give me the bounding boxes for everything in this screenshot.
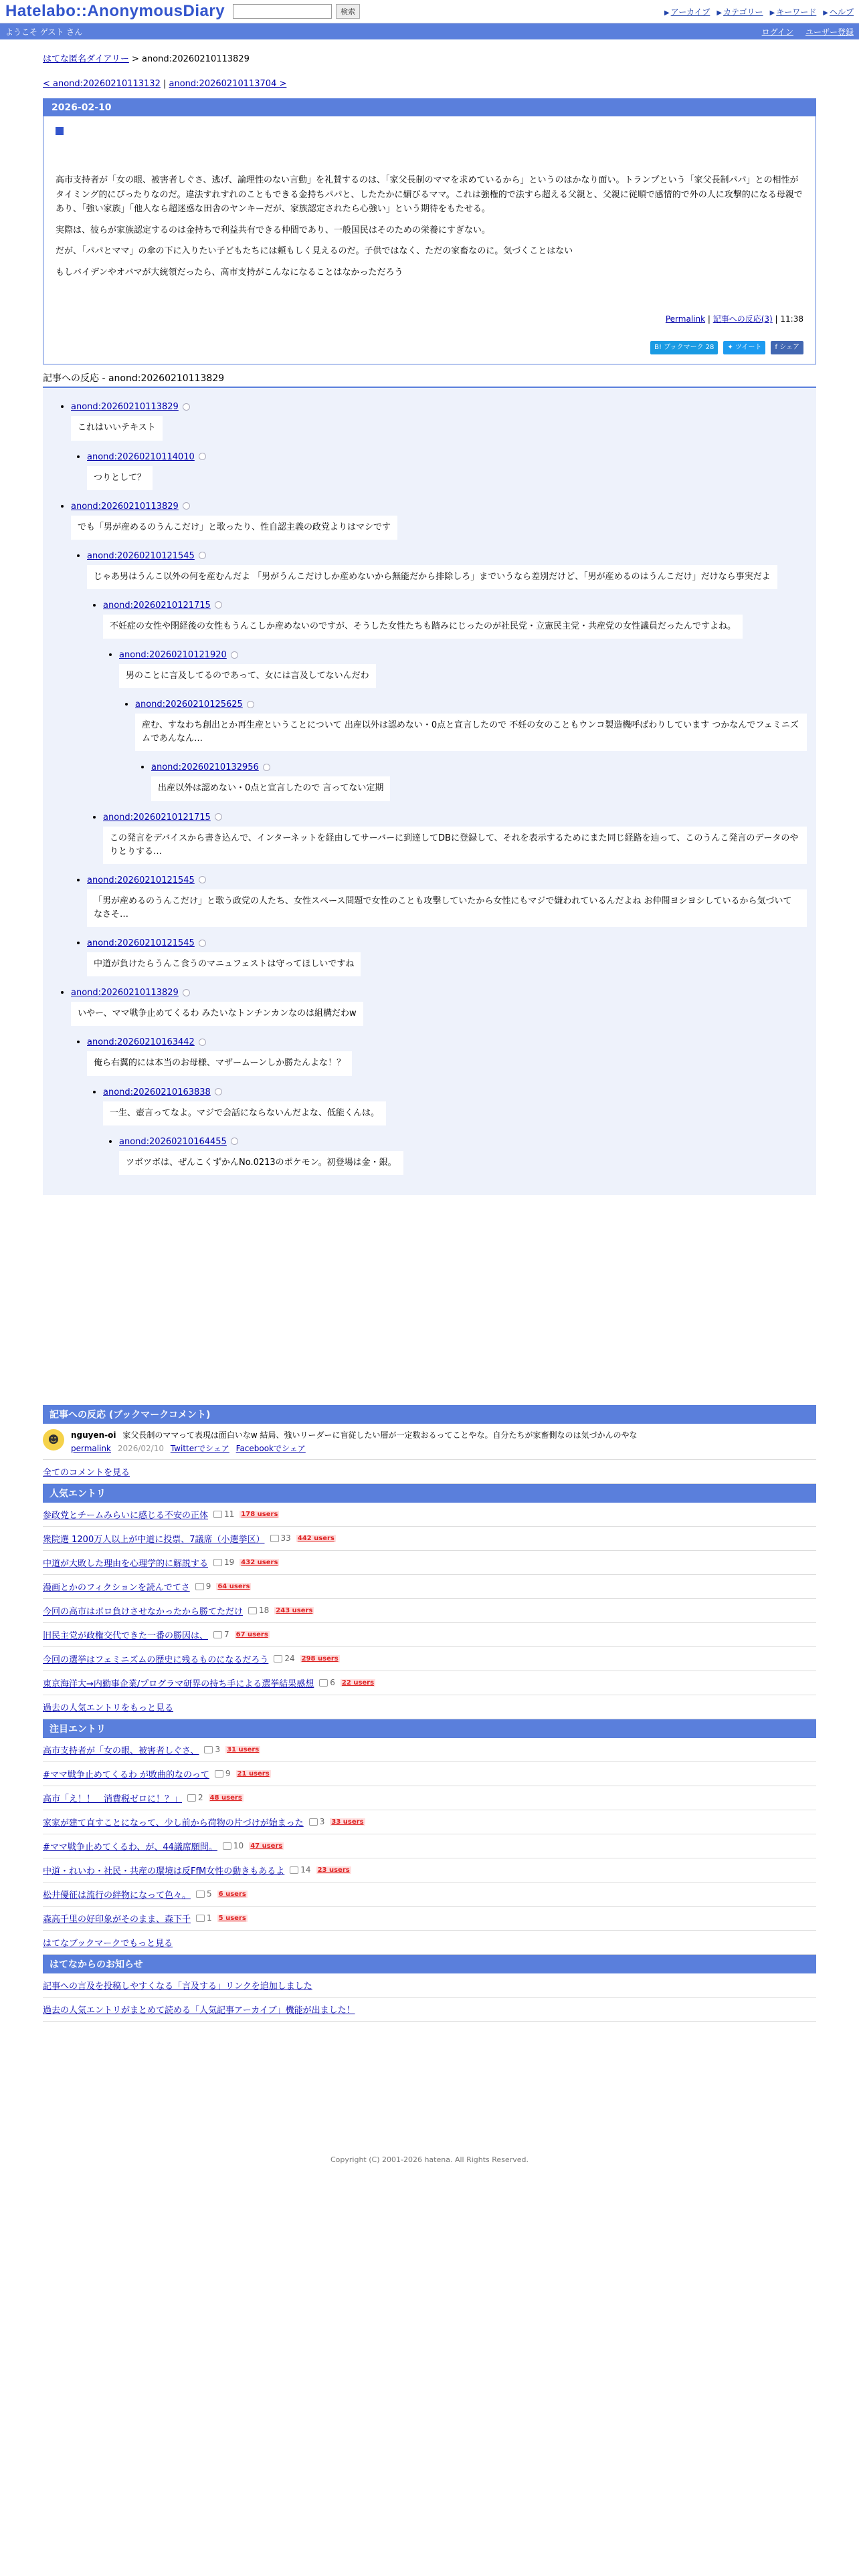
share-buttons	[56, 341, 803, 355]
welcome-text: ようこそ ゲスト さん	[5, 27, 83, 37]
reaction-sublist	[103, 649, 807, 808]
featured-entry-row	[43, 1786, 816, 1810]
entry-title-link[interactable]: 中道・れいわ・社民・共産の環境は反FfM女性の動きもあるよ	[43, 1866, 285, 1876]
comment-bubble-icon	[196, 1891, 205, 1898]
comment-count: 7	[224, 1630, 229, 1640]
expand-icon[interactable]	[199, 453, 206, 460]
users-badge[interactable]: 5 users	[218, 1914, 246, 1922]
entry-time: 11:38	[780, 314, 803, 324]
users-badge[interactable]: 178 users	[241, 1510, 278, 1518]
featured-entry-row	[43, 1883, 816, 1907]
entry-title-link[interactable]: 東京海洋大→内勤事企業/プログラマ研界の持ち手による選挙結果感想	[43, 1679, 314, 1689]
comment-count: 18	[259, 1606, 270, 1616]
comment-count: 2	[198, 1793, 203, 1803]
users-badge[interactable]: 432 users	[241, 1558, 278, 1566]
bookmark-permalink[interactable]: permalink	[71, 1443, 111, 1453]
reaction-sublist	[135, 762, 807, 807]
comment-count: 3	[215, 1745, 221, 1755]
reaction-item	[87, 1037, 807, 1181]
reaction-text: この発言をデバイスから書き込んで、インターネットを経由してサーバーに到達してDBに登録して、それを表示するためにまた同じ経路を辿って、このうんこ発言のデータのやりとりする…	[103, 827, 807, 864]
expand-icon[interactable]	[263, 764, 270, 771]
reaction-item	[103, 812, 807, 871]
expand-icon[interactable]	[183, 403, 190, 411]
reaction-item	[119, 649, 807, 808]
notice-link[interactable]: 記事への言及を投稿しやすくなる「言及する」リンクを追加しました	[43, 1981, 312, 1992]
entry	[43, 98, 816, 364]
reaction-link[interactable]: anond:20260210121545	[87, 550, 195, 561]
comment-bubble-icon	[309, 1818, 318, 1826]
reaction-link[interactable]: anond:20260210121545	[87, 875, 195, 885]
users-badge[interactable]: 33 users	[331, 1818, 364, 1826]
users-badge[interactable]: 47 users	[250, 1842, 283, 1850]
comment-bubble-icon	[290, 1866, 298, 1874]
bookmark-facebook-share[interactable]: Facebookでシェア	[235, 1443, 306, 1453]
avatar[interactable]: ☻	[43, 1429, 64, 1451]
reaction-text: じゃあ男はうんこ以外の何を産むんだよ 「男がうんこだけしか産めないから無能だから排除しろ」までいうなら差別だけど、「男が産めるのはうんこだけ」だけなら事実だよ	[87, 565, 777, 589]
expand-icon[interactable]	[199, 940, 206, 947]
reaction-list	[63, 401, 807, 1182]
expand-icon[interactable]	[199, 552, 206, 559]
entry-title-link[interactable]: 今回の高市はボロ負けさせなかったから勝てただけ	[43, 1606, 244, 1617]
reaction-text: 一生、壺言ってなよ。マジで会話にならないんだよな、低能くんは。	[103, 1101, 386, 1125]
users-badge[interactable]: 243 users	[276, 1606, 313, 1614]
comment-count: 1	[207, 1913, 212, 1923]
users-badge[interactable]: 442 users	[297, 1534, 335, 1542]
entry-paragraph: 実際は、彼らが家族認定するのは金持ちで利益共有できる仲間であり、一般国民はそのための栄養にすぎない。	[56, 225, 490, 235]
popular-more-link[interactable]: 過去の人気エントリをもっと見る	[43, 1703, 174, 1713]
popular-entries-heading: 人気エントリ	[43, 1484, 816, 1503]
bookmark-user[interactable]: nguyen-oi	[71, 1430, 116, 1440]
comment-count: 33	[280, 1533, 291, 1543]
login-link[interactable]: ログイン	[761, 27, 793, 37]
reactions-heading: 記事への反応 - anond:20260210113829	[43, 371, 816, 388]
users-badge[interactable]: 48 users	[209, 1794, 242, 1802]
breadcrumb: はてな匿名ダイアリー > anond:20260210113829	[43, 54, 250, 64]
reaction-link[interactable]: anond:20260210113829	[71, 988, 179, 998]
comment-bubble-icon	[195, 1583, 204, 1590]
users-badge[interactable]: 64 users	[217, 1582, 250, 1590]
reaction-text: いやー、ママ戦争止めてくるわ みたいなトンチンカンなのは組構だわw	[71, 1002, 363, 1026]
entry-title-link[interactable]: 衆院選 1200万人以上が中道に投票、7議席（小選挙区）	[43, 1534, 265, 1545]
featured-entry-row	[43, 1834, 816, 1858]
users-badge[interactable]: 67 users	[235, 1630, 268, 1638]
entry-title-square-icon[interactable]	[56, 128, 64, 138]
reaction-link[interactable]: anond:20260210121715	[103, 600, 211, 611]
popular-entry-row	[43, 1575, 816, 1599]
reaction-item	[71, 501, 807, 984]
comment-bubble-icon	[196, 1915, 205, 1922]
expand-icon[interactable]	[183, 989, 190, 996]
entry-title-link[interactable]: 漫画とかのフィクションを読んでてさ	[43, 1582, 190, 1593]
comment-count: 24	[284, 1654, 295, 1664]
entry-title-link[interactable]: 中道が大敗した理由を心理学的に解説する	[43, 1558, 209, 1569]
bookmark-comment	[43, 1424, 816, 1460]
comment-count: 10	[233, 1841, 244, 1851]
bookmark-date: 2026/02/10	[117, 1443, 164, 1453]
expand-icon[interactable]	[183, 502, 190, 510]
entry-title-link[interactable]: #ママ戦争止めてくるわ、が、44議席願問。	[43, 1842, 217, 1852]
reaction-text: 不妊症の女性や閉経後の女性もうんこしか産めないのですが、そうした女性たちも踏みにじったのが社民党・立憲民主党・共産党の女性議員だったんですよね。	[103, 615, 743, 639]
nav-keyword-link[interactable]: キーワード	[776, 7, 817, 17]
reaction-text: つりとして？	[87, 466, 153, 490]
reaction-sublist	[71, 451, 807, 497]
register-link[interactable]: ユーザー登録	[805, 27, 854, 37]
reaction-sublist	[71, 1037, 807, 1181]
reactions-count-link[interactable]: 記事への反応(3)	[712, 314, 773, 324]
search-button[interactable]: 検索	[336, 4, 360, 19]
expand-icon[interactable]	[247, 701, 254, 708]
featured-entries-list	[43, 1738, 816, 1931]
expand-icon[interactable]	[199, 876, 206, 883]
comment-bubble-icon	[213, 1631, 222, 1638]
reaction-text: 男のことに言及してるのであって、女には言及してないんだわ	[119, 664, 376, 688]
popular-entry-row	[43, 1623, 816, 1647]
expand-icon[interactable]	[231, 1138, 238, 1145]
reaction-item	[87, 451, 807, 497]
popular-entry-row	[43, 1503, 816, 1527]
expand-icon[interactable]	[231, 651, 238, 659]
reaction-text: でも「男が産めるのうんこだけ」と歌ったり、性自認主義の政党よりはマシです	[71, 516, 397, 540]
copyright: Copyright (C) 2001-2026 hatena. All Rights Reserved.	[330, 2155, 529, 2164]
breadcrumb-home-link[interactable]: はてな匿名ダイアリー	[43, 54, 129, 64]
reaction-item	[103, 600, 807, 808]
expand-icon[interactable]	[215, 601, 222, 609]
tweet-button[interactable]: ✦ ツイート	[723, 341, 765, 355]
reaction-link[interactable]: anond:20260210114010	[87, 451, 195, 462]
comment-bubble-icon	[213, 1559, 222, 1566]
popular-entry-row	[43, 1551, 816, 1575]
bookmark-comment-text: 家父長制のママって表現は面白いなw 結局、強いリーダーに盲従したい層が一定数おるってことやな。自分たちが家畜側なのは気づかんのやな	[122, 1430, 638, 1440]
reaction-item	[87, 875, 807, 934]
featured-entry-row	[43, 1907, 816, 1931]
users-badge[interactable]: 298 users	[301, 1654, 339, 1662]
comment-count: 5	[207, 1889, 212, 1899]
reaction-item	[135, 699, 807, 807]
entry-title-link[interactable]: 旧民主党が政権交代できた一番の勝因は、	[43, 1630, 209, 1641]
comment-count: 14	[300, 1865, 311, 1875]
popular-entries-list	[43, 1503, 816, 1695]
nav-category-link[interactable]: カテゴリー	[723, 7, 763, 17]
popular-entry-row	[43, 1647, 816, 1671]
comment-bubble-icon	[187, 1794, 196, 1802]
featured-entry-row	[43, 1762, 816, 1786]
reaction-link[interactable]: anond:20260210164455	[119, 1136, 227, 1147]
reaction-link[interactable]: anond:20260210121545	[87, 938, 195, 949]
reaction-link[interactable]: anond:20260210121920	[119, 650, 227, 661]
arrow-right-icon: ▶	[823, 9, 828, 17]
entry-paragraph: もしバイデンやオバマが大統領だったら、高市支持がこんなになることはなかっただろう	[56, 267, 403, 278]
reaction-link[interactable]: anond:20260210113829	[71, 501, 179, 512]
expand-icon[interactable]	[215, 1088, 222, 1095]
reaction-sublist	[87, 1087, 807, 1182]
reaction-item	[71, 401, 807, 496]
site-logo[interactable]: Hatelabo::AnonymousDiary	[5, 2, 225, 20]
entry-title-link[interactable]: 高市支持者が「女の眼、被害者しぐさ、	[43, 1745, 199, 1756]
reaction-item	[119, 1136, 807, 1182]
comment-bubble-icon	[213, 1511, 222, 1518]
users-badge[interactable]: 31 users	[227, 1745, 260, 1753]
next-entry-link[interactable]: anond:20260210113704 >	[169, 79, 287, 89]
nav-help-link[interactable]: ヘルプ	[829, 7, 854, 17]
expand-icon[interactable]	[199, 1039, 206, 1046]
reaction-text: 中道が負けたらうんこ食うのマニュフェストは守ってほしいですね	[87, 952, 361, 976]
featured-entry-row	[43, 1858, 816, 1883]
reaction-item	[151, 762, 807, 807]
welcome-bar	[0, 23, 859, 39]
comment-count: 6	[330, 1678, 335, 1688]
prev-next-nav: < anond:20260210113132 | anond:20260210113704 >	[43, 79, 287, 89]
reaction-link[interactable]: anond:20260210163838	[103, 1087, 211, 1097]
prev-entry-link[interactable]: < anond:20260210113132	[43, 79, 161, 89]
entry-paragraph: 高市支持者が「女の眼、被害者しぐさ、逃げ、論理性のない言動」を礼賛するのは、「家父長制のママを求めているから」というのはかなり面い。トランプという「家父長制パパ」との相性がタイミング的にぴったりなのだ。違法すれすれのこともできる金持ちパパと、したたかに媚びるママ。これは強権的で法すら超える父親と、父親に従順で感情的で外の人に攻撃的になる母親であり、「強い家族」「他人なら超迷惑な田舎のヤンキーだが、家族認定されたら心強い」という期待をもたせる。	[56, 175, 803, 215]
arrow-right-icon: ▶	[717, 9, 723, 17]
nav-archive-link[interactable]: アーカイブ	[670, 7, 710, 17]
comment-count: 9	[205, 1582, 211, 1592]
featured-entries-heading: 注目エントリ	[43, 1719, 816, 1738]
users-badge[interactable]: 6 users	[218, 1890, 246, 1898]
reaction-sublist	[71, 550, 807, 984]
facebook-icon: f	[775, 343, 780, 351]
popular-entry-row	[43, 1599, 816, 1623]
reaction-link[interactable]: anond:20260210132956	[151, 762, 259, 773]
featured-more-link[interactable]: はてなブックマークでもっと見る	[43, 1938, 173, 1949]
main-content	[43, 39, 816, 2164]
arrow-right-icon: ▶	[769, 9, 775, 17]
arrow-right-icon: ▶	[664, 9, 670, 17]
comment-count: 9	[225, 1769, 231, 1779]
entry-date: 2026-02-10	[43, 99, 816, 116]
comment-count: 3	[319, 1817, 325, 1827]
comment-bubble-icon	[204, 1746, 213, 1753]
users-badge[interactable]: 21 users	[237, 1769, 270, 1778]
popular-entry-row	[43, 1527, 816, 1551]
entry-title-link[interactable]: 家家が建て直すことになって、少し前から荷物の片づけが始まった	[43, 1818, 304, 1828]
entry-title-link[interactable]: #ママ戦争止めてくるわ が敗曲的なのって	[43, 1769, 209, 1780]
featured-entry-row	[43, 1738, 816, 1762]
popular-entry-row	[43, 1671, 816, 1695]
reaction-link[interactable]: anond:20260210121715	[103, 812, 211, 823]
reaction-item	[103, 1087, 807, 1182]
reaction-link[interactable]: anond:20260210125625	[135, 700, 243, 710]
expand-icon[interactable]	[215, 813, 222, 821]
reaction-text: ツボツボは、ぜんこくずかんNo.0213のポケモン。初登場は金・銀。	[119, 1151, 403, 1175]
reaction-sublist	[119, 699, 807, 807]
reactions-tree	[43, 388, 816, 1195]
reaction-item	[87, 938, 807, 983]
entry-footer: Permalink | 記事への反応(3) | 11:38	[665, 314, 803, 324]
permalink-link[interactable]: Permalink	[665, 314, 706, 324]
reaction-sublist	[103, 1136, 807, 1182]
reaction-sublist	[87, 600, 807, 871]
notice-link[interactable]: 過去の人気エントリがまとめて読める「人気記事アーカイブ」機能が出ました！	[43, 2005, 355, 2016]
comment-bubble-icon	[215, 1770, 223, 1778]
entry-title-link[interactable]: 松井優征は流行の絆物になって色々。	[43, 1890, 191, 1901]
reaction-text: 出産以外は認めない・0点と宣言したので 言ってない定期	[151, 776, 390, 800]
entry-title-link[interactable]: 森高千里の好印象がそのまま、森下千	[43, 1914, 191, 1925]
comment-count: 11	[224, 1509, 235, 1519]
comment-bubble-icon	[270, 1535, 279, 1542]
comment-bubble-icon	[248, 1607, 257, 1614]
comment-bubble-icon	[274, 1655, 282, 1662]
entry-title-link[interactable]: 今回の選挙はフェミニズムの歴史に残るものになるだろう	[43, 1654, 269, 1665]
entry-title-link[interactable]: 参政党とチームみらいに感じる不安の正体	[43, 1510, 209, 1521]
reaction-text: これはいいテキスト	[71, 416, 163, 440]
all-comments-link[interactable]: 全てのコメントを見る	[43, 1467, 130, 1478]
bookmark-twitter-share[interactable]: Twitterでシェア	[170, 1443, 229, 1453]
comment-count: 19	[224, 1558, 235, 1568]
reaction-text: 産む、すなわち創出とか再生産ということについて 出産以外は認めない・0点と宣言したので 不妊の女のこともウンコ製造機呼ばわりしています つかなんでフェミニズムであんなん…	[135, 714, 807, 751]
notices-heading: はてなからのお知らせ	[43, 1955, 816, 1973]
users-badge[interactable]: 22 users	[341, 1679, 375, 1687]
reaction-link[interactable]: anond:20260210113829	[71, 402, 179, 413]
comment-bubble-icon	[319, 1679, 328, 1687]
entry-paragraph: だが、「パパとママ」の傘の下に入りたい子どもたちには頼もしく見えるのだ。子供ではなく、ただの家畜なのに。気づくことはない	[56, 246, 573, 257]
top-nav	[664, 6, 854, 17]
bird-icon: ✦	[727, 343, 735, 351]
featured-entry-row	[43, 1810, 816, 1834]
top-bar	[0, 0, 859, 23]
reaction-item	[71, 987, 807, 1182]
search-input[interactable]	[233, 4, 332, 19]
users-badge[interactable]: 23 users	[317, 1866, 350, 1874]
reaction-text: 「男が産めるのうんこだけ」と歌う政党の人たち、女性スペース問題で女性のことも攻撃していたから女性にもマジで嫌われているんだよね お仲間ヨシヨシしているから気づいてなさそ…	[87, 889, 807, 927]
entry-body	[43, 116, 816, 364]
reaction-text: 俺ら右翼的には本当のお母様、マザームーンしか勝たんよな！？	[87, 1051, 352, 1075]
bookmark-comments-heading: 記事への反応 (ブックマークコメント)	[43, 1405, 816, 1424]
comment-bubble-icon	[223, 1842, 231, 1850]
facebook-share-button[interactable]: f シェア	[771, 341, 803, 355]
breadcrumb-current: anond:20260210113829	[142, 54, 250, 64]
reaction-link[interactable]: anond:20260210163442	[87, 1037, 195, 1048]
hatena-bookmark-button[interactable]: B! ブックマーク 28	[650, 341, 718, 355]
entry-title-link[interactable]: 高市「え！！ 消費税ゼロに！？」	[43, 1794, 183, 1804]
reaction-item	[87, 550, 807, 871]
